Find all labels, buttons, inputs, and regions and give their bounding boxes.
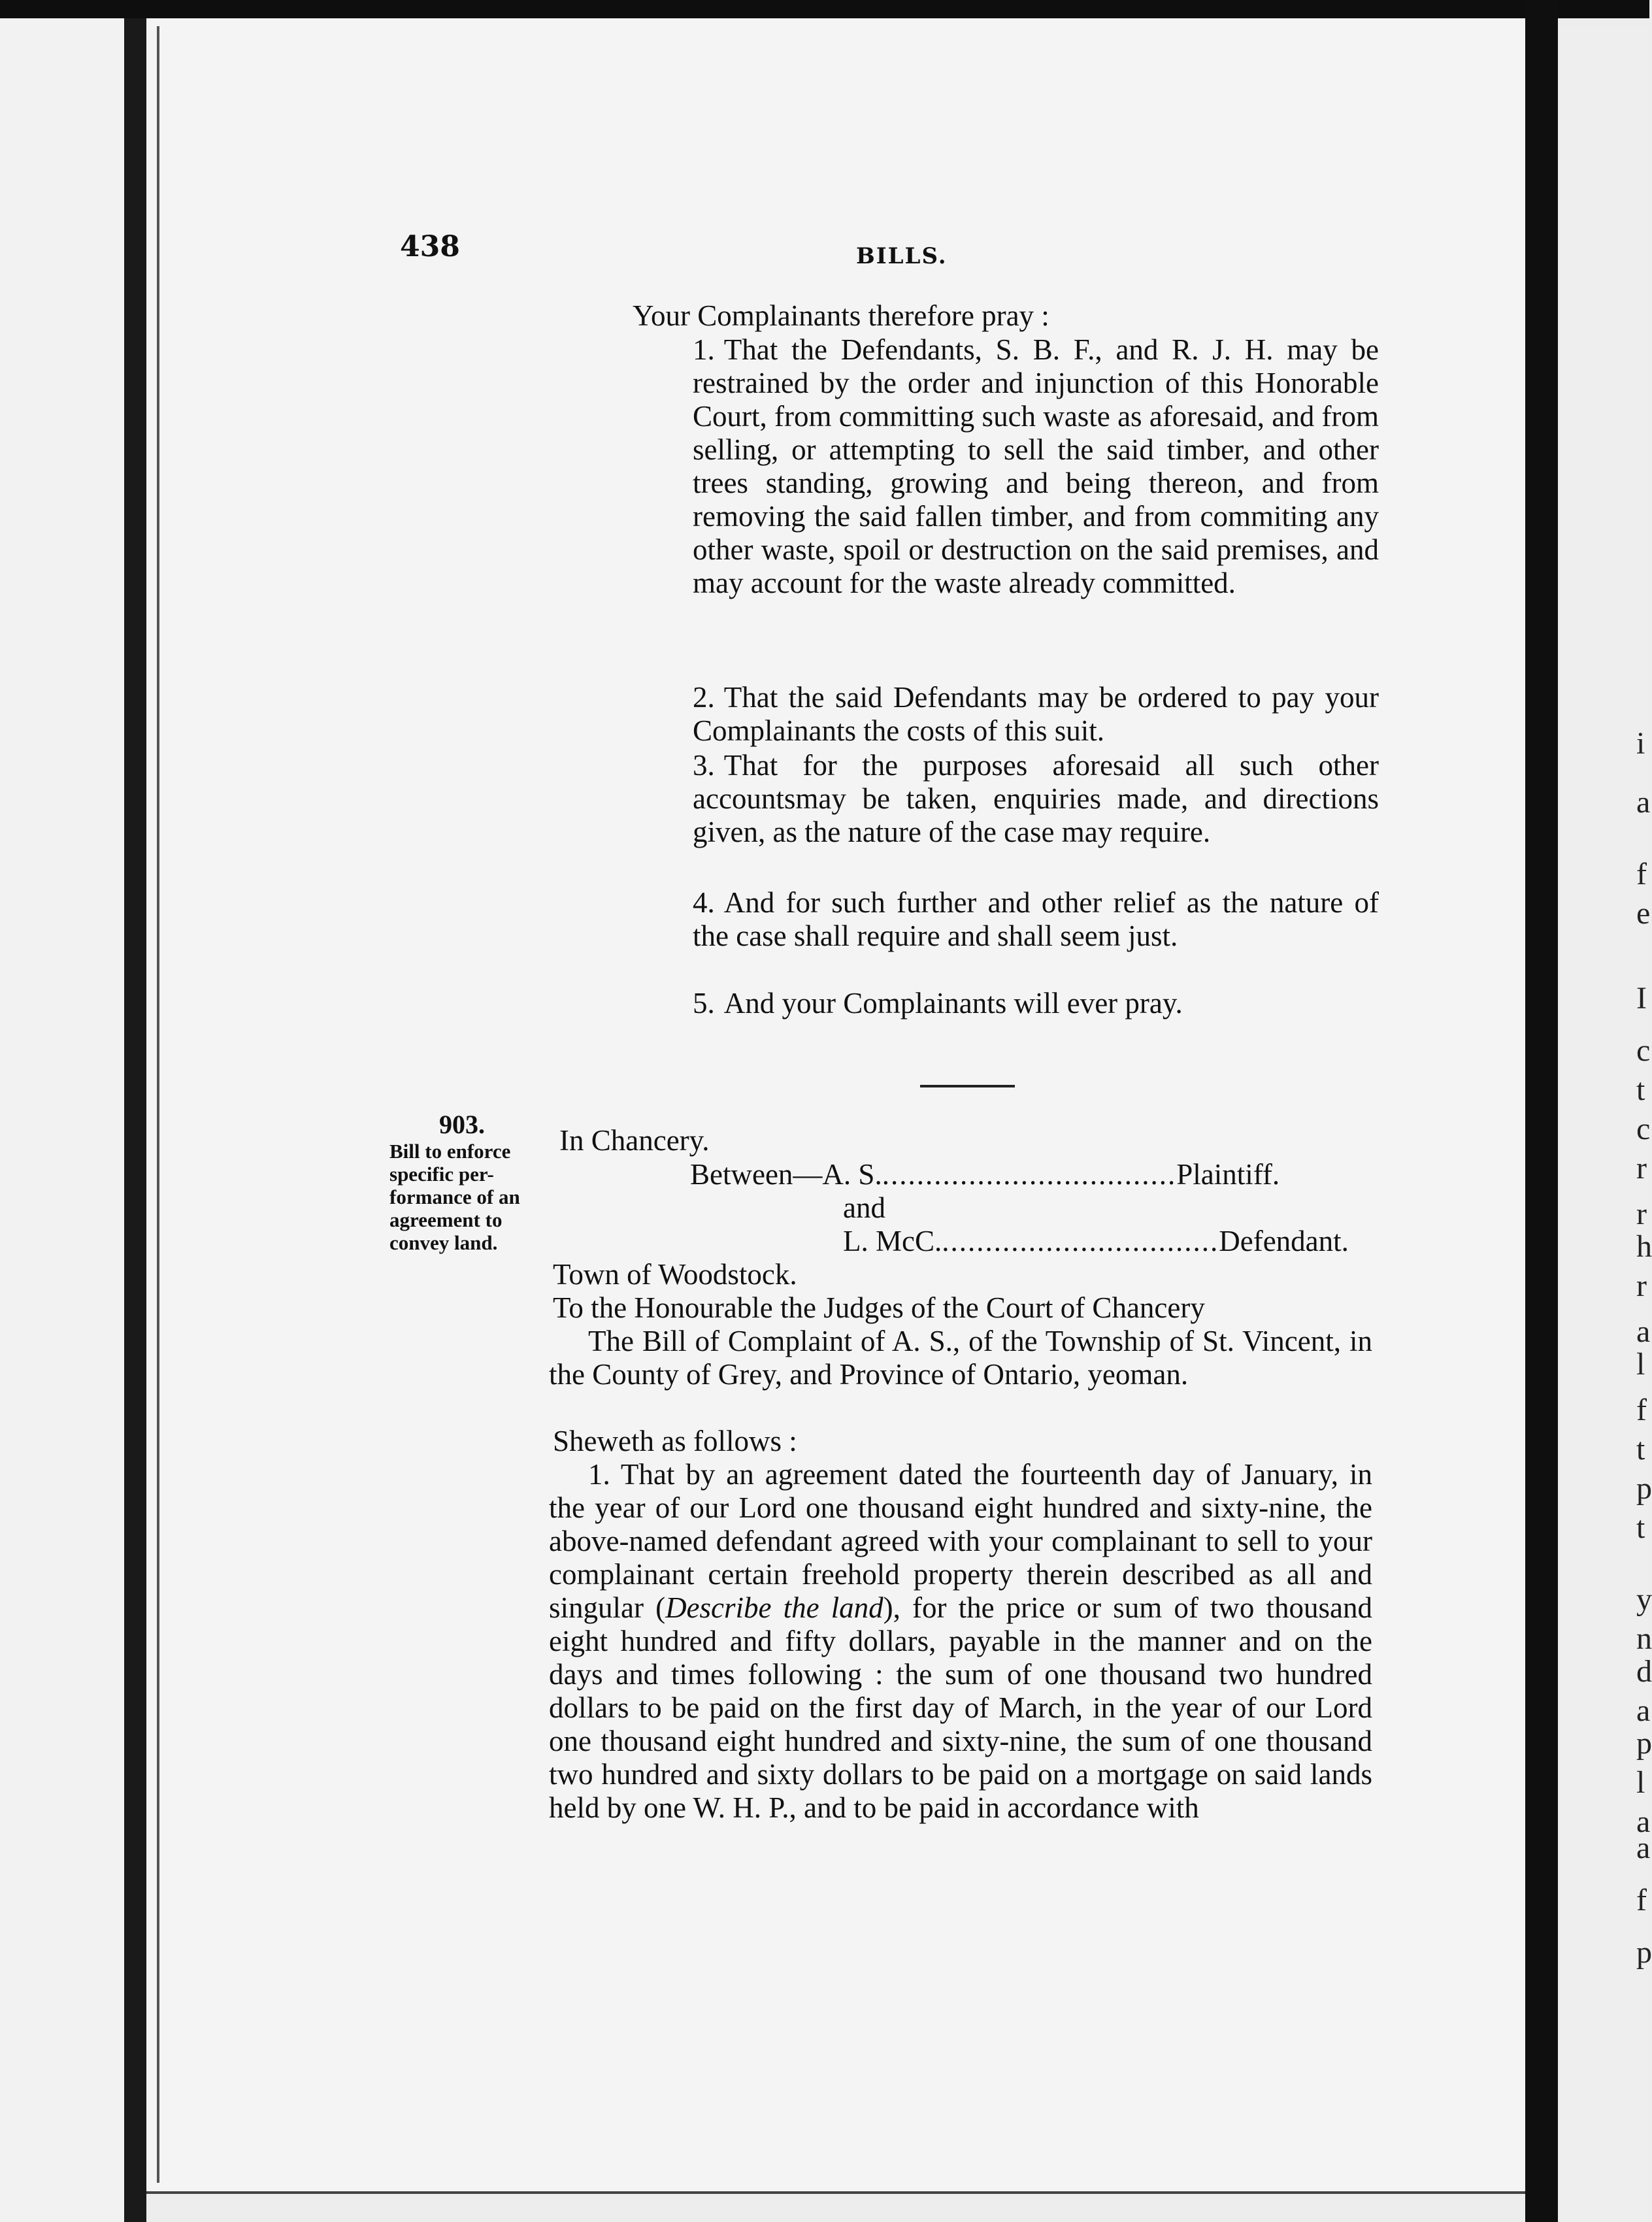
margin-note-line: Bill to enforce bbox=[389, 1140, 511, 1163]
facing-page-fragment: a bbox=[1636, 1831, 1651, 1865]
defendant-line bbox=[843, 1225, 1349, 1258]
page-number: 438 bbox=[400, 230, 460, 263]
paragraph-1-text-cont: ), for the price or sum of two thousand eight hundred and fifty dollars, payable in the manner and on the days and times following : the sum of one thousand two hundred dollars to be paid on the first day of March, in the year of our Lord one thousand eight hundred and sixty-nine, the sum of one thousand two hundred and sixty dollars to be paid on a mortgage on said lands held by one W. H. P., and to be paid in accordance with bbox=[549, 1591, 1372, 1824]
plaintiff-label: Plaintiff. bbox=[1176, 1158, 1280, 1191]
prayer-item-text: And for such further and other relief as the nature of the case shall require and shall seem just. bbox=[693, 886, 1379, 952]
facing-page-fragment: i bbox=[1636, 726, 1645, 761]
facing-page-fragment: a bbox=[1636, 1804, 1651, 1839]
defendant-name: L. McC. bbox=[843, 1225, 942, 1257]
facing-page-fragment: p bbox=[1636, 1726, 1652, 1761]
facing-page-fragment: h bbox=[1636, 1229, 1652, 1264]
facing-page-fragment: r bbox=[1636, 1269, 1647, 1303]
facing-page-fragment: a bbox=[1636, 1693, 1651, 1728]
facing-page-fragment: t bbox=[1636, 1072, 1645, 1107]
paragraph-1-italic: Describe the land bbox=[665, 1591, 884, 1624]
facing-page-fragment: r bbox=[1636, 1151, 1647, 1186]
margin-note-line: specific per- bbox=[389, 1163, 494, 1186]
facing-page-fragment: a bbox=[1636, 785, 1651, 820]
leader-dots: ................................ bbox=[942, 1225, 1219, 1257]
scan-gutter bbox=[1525, 0, 1558, 2222]
prayer-item-4 bbox=[693, 886, 1379, 953]
facing-page-fragment: f bbox=[1636, 1393, 1647, 1427]
prayer-item-text: That for the purposes aforesaid all such other accountsmay be taken, enquiries made, and directions given, as the nature of the case may require. bbox=[693, 749, 1379, 848]
paragraph-1-text: 1. That by an agreement dated the fourteenth day of January, in the year of our Lord one thousand eight hundred and sixty-nine, the above-named defendant agreed with your complainant to sell to your complainant certain freehold property therein described as all and singular ( bbox=[549, 1458, 1372, 1624]
facing-page-fragment: c bbox=[1636, 1033, 1651, 1068]
facing-page-fragment: r bbox=[1636, 1197, 1647, 1231]
page-left-rule bbox=[157, 26, 159, 2183]
margin-note-line: formance of an bbox=[389, 1186, 520, 1208]
prayer-item-number: 2. bbox=[693, 681, 715, 714]
prayer-item-number: 1. bbox=[693, 333, 715, 366]
prayer-item-number: 4. bbox=[693, 886, 715, 919]
sheweth-line: Sheweth as follows : bbox=[553, 1425, 797, 1457]
scan-left-margin bbox=[0, 0, 131, 2222]
scan-binding-edge bbox=[124, 0, 146, 2222]
facing-page-fragment: c bbox=[1636, 1112, 1651, 1146]
facing-page-fragment: d bbox=[1636, 1654, 1652, 1689]
margin-note-line: agreement to bbox=[389, 1208, 503, 1231]
section-number: 903. bbox=[439, 1110, 485, 1139]
facing-page-fragment: f bbox=[1636, 857, 1647, 891]
scan-top-edge bbox=[0, 0, 1649, 18]
prayer-item-number: 3. bbox=[693, 749, 715, 782]
facing-page-fragment: t bbox=[1636, 1432, 1645, 1467]
facing-page-fragment: I bbox=[1636, 981, 1647, 1016]
margin-note bbox=[389, 1140, 553, 1254]
facing-page-fragment: l bbox=[1636, 1765, 1645, 1800]
prayer-heading: Your Complainants therefore pray : bbox=[633, 299, 1049, 332]
facing-page-fragment: l bbox=[1636, 1347, 1645, 1382]
between-label: Between—A. S. bbox=[690, 1158, 882, 1191]
facing-page-fragment: t bbox=[1636, 1510, 1645, 1545]
plaintiff-line bbox=[690, 1158, 1280, 1191]
facing-page-strip bbox=[1558, 26, 1652, 2222]
prayer-item-3 bbox=[693, 749, 1379, 849]
facing-page-fragment: y bbox=[1636, 1582, 1652, 1617]
complaint-paragraph: The Bill of Complaint of A. S., of the Township of St. Vincent, in the County of Grey, and Province of Ontario, yeoman. bbox=[549, 1325, 1372, 1391]
facing-page-fragment: n bbox=[1636, 1621, 1652, 1656]
facing-page-fragment: f bbox=[1636, 1883, 1647, 1917]
prayer-item-number: 5. bbox=[693, 987, 715, 1020]
paragraph-1 bbox=[549, 1458, 1372, 1825]
address-line: To the Honourable the Judges of the Court of Chancery bbox=[553, 1291, 1205, 1324]
defendant-label: Defendant. bbox=[1219, 1225, 1349, 1257]
prayer-item-5 bbox=[693, 987, 1379, 1020]
venue: Town of Woodstock. bbox=[553, 1258, 797, 1291]
facing-page-fragment: a bbox=[1636, 1314, 1651, 1349]
facing-page-fragment: p bbox=[1636, 1935, 1652, 1970]
prayer-item-text: That the Defendants, S. B. F., and R. J. H. may be restrained by the order and injunction of this Honorable Court, from committing such waste as aforesaid, and from selling, or attempting to sell the said timber, and other trees standing, growing and being thereon, and from removing the said fallen timber, and from commiting any other waste, spoil or destruction on the said premises, and may account for the waste already committed. bbox=[693, 333, 1379, 599]
facing-page-fragment: e bbox=[1636, 896, 1651, 931]
facing-page-fragment: p bbox=[1636, 1471, 1652, 1506]
prayer-item-text: That the said Defendants may be ordered to pay your Complainants the costs of this suit. bbox=[693, 681, 1379, 747]
court-heading: In Chancery. bbox=[559, 1124, 710, 1157]
margin-note-line: convey land. bbox=[389, 1231, 498, 1254]
section-divider bbox=[920, 1085, 1015, 1087]
running-head: BILLS. bbox=[856, 243, 948, 269]
leader-dots: .................................. bbox=[882, 1158, 1177, 1191]
prayer-item-text: And your Complainants will ever pray. bbox=[723, 987, 1183, 1020]
prayer-item-2 bbox=[693, 681, 1379, 748]
prayer-item-1 bbox=[693, 333, 1379, 600]
and-line: and bbox=[843, 1191, 885, 1224]
